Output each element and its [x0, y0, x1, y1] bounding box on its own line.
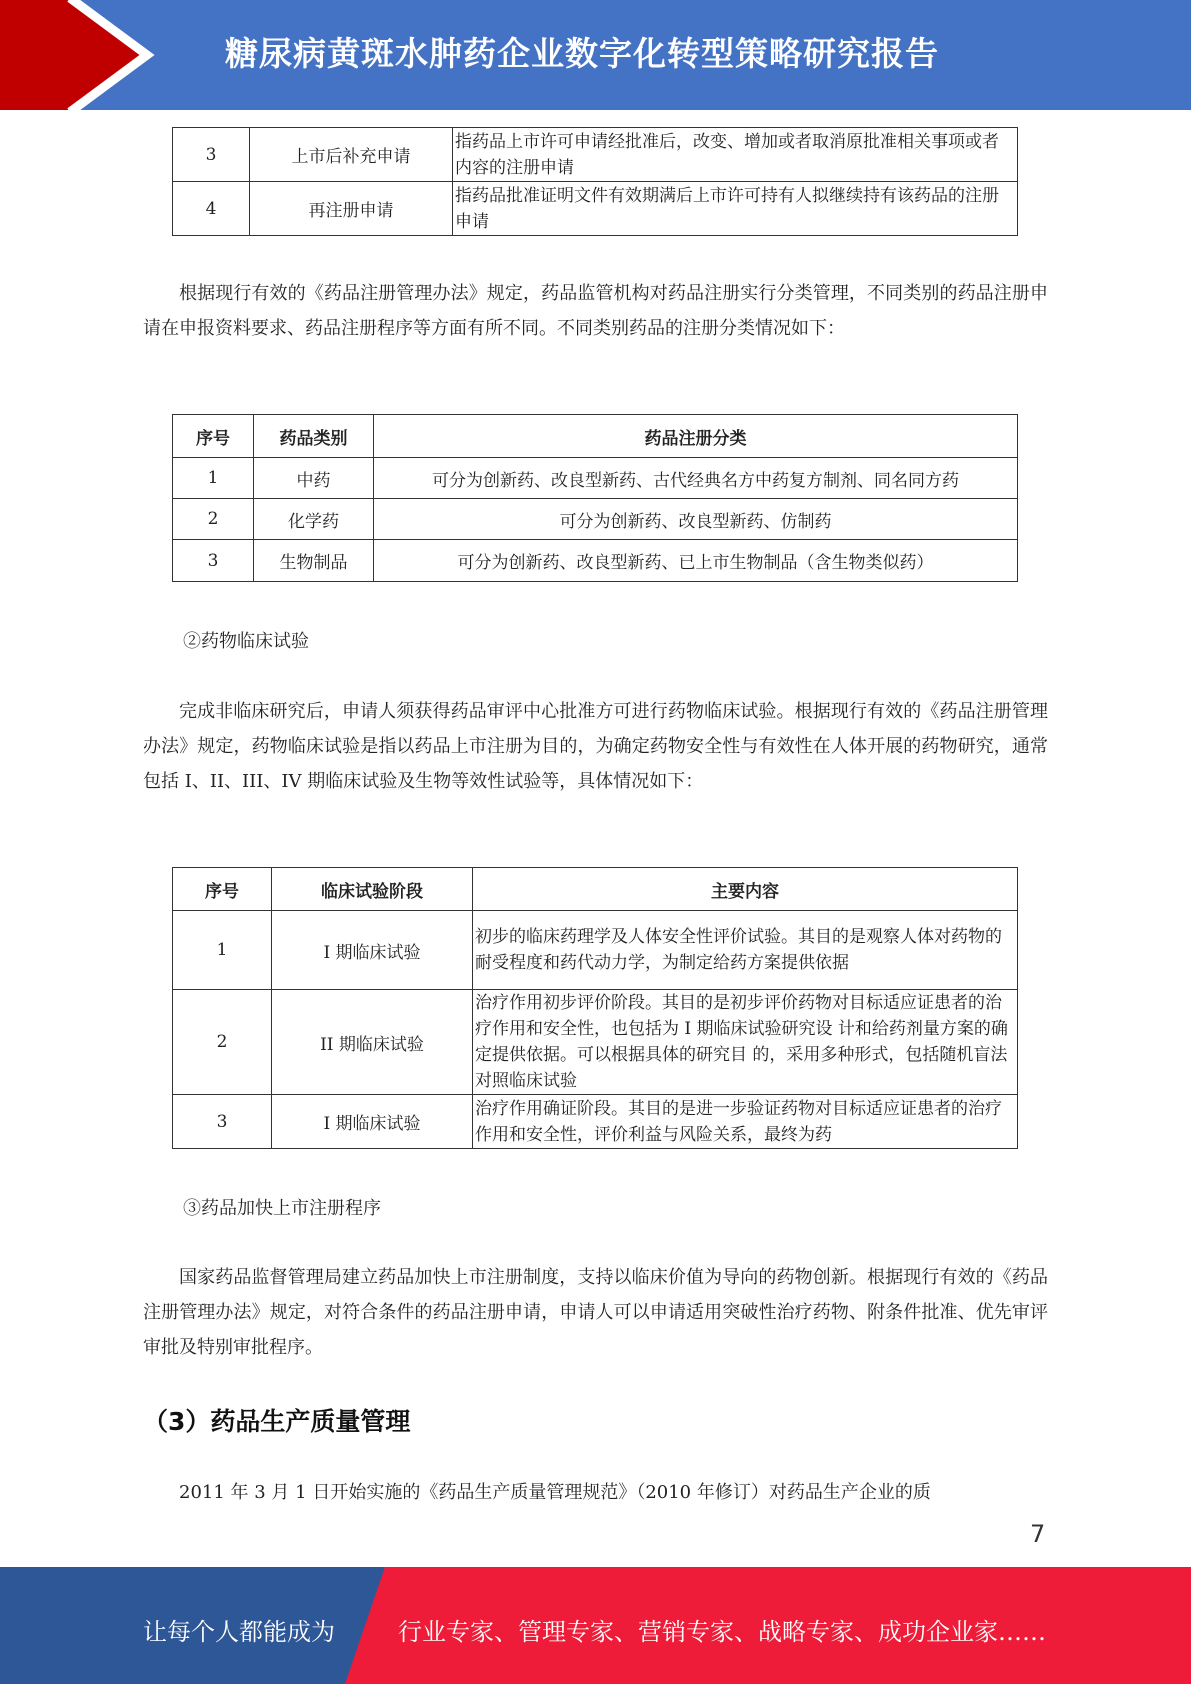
- clinical-trial-table: [172, 867, 1018, 1149]
- row-number: 3: [173, 540, 254, 582]
- column-header: 主要内容: [473, 868, 1018, 911]
- row-number: 2: [173, 499, 254, 540]
- drug-category: 化学药: [254, 499, 374, 540]
- row-number: 4: [173, 182, 250, 236]
- chevron-icon: [0, 0, 160, 110]
- table-row: [173, 540, 1018, 582]
- paragraph-classification-intro: 根据现行有效的《药品注册管理办法》规定，药品监管机构对药品注册实行分类管理，不同类别的药品注册申请在申报资料要求、药品注册程序等方面有所不同。不同类别药品的注册分类情况如下：: [143, 283, 1048, 339]
- table-row: [173, 458, 1018, 499]
- table-row: [173, 499, 1018, 540]
- drug-classification-table: [172, 414, 1018, 582]
- drug-category: 中药: [254, 458, 374, 499]
- application-type: 上市后补充申请: [250, 128, 453, 182]
- footer-slogan-left: 让每个人都能成为: [143, 1618, 335, 1646]
- trial-content: 治疗作用初步评价阶段。其目的是初步评价药物对目标适应证患者的治疗作用和安全性，也包括为 I 期临床试验研究设 计和给药剂量方案的确定提供依据。可以根据具体的研究目 的，采用多种形式，包括随机盲法对照临床试验: [473, 990, 1018, 1095]
- column-header: 药品注册分类: [374, 415, 1018, 458]
- page-number: 7: [1030, 1520, 1046, 1548]
- row-number: 2: [173, 990, 272, 1095]
- trial-content: 治疗作用确证阶段。其目的是进一步验证药物对目标适应证患者的治疗作用和安全性，评价利益与风险关系，最终为药: [473, 1095, 1018, 1149]
- column-header: 临床试验阶段: [272, 868, 473, 911]
- registration-type-table: [172, 127, 1018, 236]
- paragraph-gmp: 2011 年 3 月 1 日开始实施的《药品生产质量管理规范》（2010 年修订）对药品生产企业的质: [179, 1482, 931, 1503]
- trial-content: 初步的临床药理学及人体安全性评价试验。其目的是观察人体对药物的耐受程度和药代动力学，为制定给药方案提供依据: [473, 911, 1018, 990]
- table-row: [173, 911, 1018, 990]
- page-header: [0, 0, 1191, 110]
- trial-stage: I 期临床试验: [272, 1095, 473, 1149]
- registration-class: 可分为创新药、改良型新药、仿制药: [374, 499, 1018, 540]
- paragraph-clinical-trials: 完成非临床研究后，申请人须获得药品审评中心批准方可进行药物临床试验。根据现行有效的《药品注册管理办法》规定，药物临床试验是指以药品上市注册为目的，为确定药物安全性与有效性在人体开展的药物研究，通常包括 I、II、III、IV 期临床试验及生物等效性试验等，具体情况如下：: [143, 701, 1048, 792]
- section-heading: （3）药品生产质量管理: [143, 1407, 411, 1436]
- table-header-row: [173, 415, 1018, 458]
- application-description: 指药品批准证明文件有效期满后上市许可持有人拟继续持有该药品的注册申请: [453, 182, 1018, 236]
- table-row: [173, 128, 1018, 182]
- row-number: 3: [173, 1095, 272, 1149]
- subheading-clinical-trials: ②药物临床试验: [183, 631, 309, 652]
- trial-stage: I 期临床试验: [272, 911, 473, 990]
- column-header: 药品类别: [254, 415, 374, 458]
- registration-class: 可分为创新药、改良型新药、古代经典名方中药复方制剂、同名同方药: [374, 458, 1018, 499]
- row-number: 1: [173, 911, 272, 990]
- column-header: 序号: [173, 868, 272, 911]
- table-row: [173, 990, 1018, 1095]
- drug-category: 生物制品: [254, 540, 374, 582]
- subheading-accelerated-registration: ③药品加快上市注册程序: [183, 1198, 381, 1219]
- table-header-row: [173, 868, 1018, 911]
- row-number: 1: [173, 458, 254, 499]
- paragraph-accelerated-registration: 国家药品监督管理局建立药品加快上市注册制度，支持以临床价值为导向的药物创新。根据现行有效的《药品注册管理办法》规定，对符合条件的药品注册申请，申请人可以申请适用突破性治疗药物、附条件批准、优先审评审批及特别审批程序。: [143, 1267, 1048, 1358]
- footer-slogan-right: 行业专家、管理专家、营销专家、战略专家、成功企业家……: [398, 1618, 1046, 1646]
- row-number: 3: [173, 128, 250, 182]
- report-title: 糖尿病黄斑水肿药企业数字化转型策略研究报告: [225, 34, 939, 73]
- trial-stage: II 期临床试验: [272, 990, 473, 1095]
- registration-class: 可分为创新药、改良型新药、已上市生物制品（含生物类似药）: [374, 540, 1018, 582]
- application-type: 再注册申请: [250, 182, 453, 236]
- table-row: [173, 182, 1018, 236]
- column-header: 序号: [173, 415, 254, 458]
- application-description: 指药品上市许可申请经批准后，改变、增加或者取消原批准相关事项或者内容的注册申请: [453, 128, 1018, 182]
- table-row: [173, 1095, 1018, 1149]
